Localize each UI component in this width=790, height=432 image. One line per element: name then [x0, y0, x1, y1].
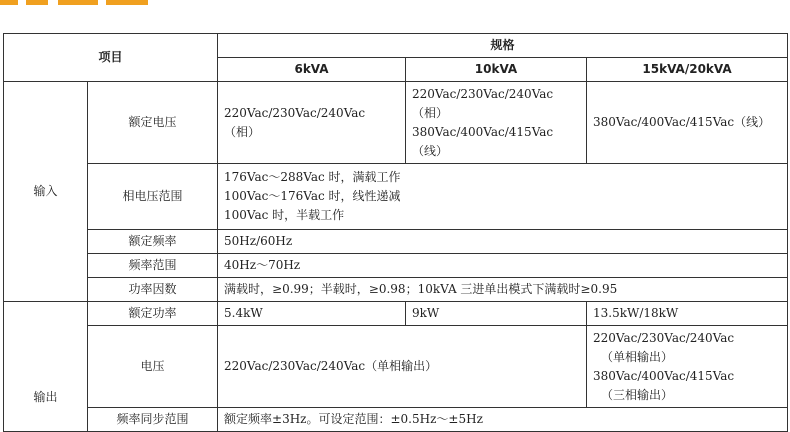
frequency-range-value: 40Hz～70Hz — [218, 254, 788, 278]
header-item: 项目 — [4, 34, 218, 82]
power-factor-label: 功率因数 — [88, 278, 218, 302]
freq-sync-range-value: 额定频率±3Hz。可设定范围：±0.5Hz～±5Hz — [218, 408, 788, 432]
header-6kva: 6kVA — [218, 58, 406, 82]
header-10kva: 10kVA — [406, 58, 587, 82]
input-category: 输入 — [4, 82, 88, 302]
phase-voltage-range-label: 相电压范围 — [88, 164, 218, 230]
spec-table — [3, 33, 788, 432]
header-spec: 规格 — [218, 34, 788, 58]
power-factor-value: 满载时，≥0.99；半载时，≥0.98；10kVA 三进单出模式下满载时≥0.95 — [218, 278, 788, 302]
rated-voltage-6kva: 220Vac/230Vac/240Vac （相） — [218, 82, 406, 164]
rated-frequency-value: 50Hz/60Hz — [218, 230, 788, 254]
rated-voltage-10kva: 220Vac/230Vac/240Vac （相） 380Vac/400Vac/415Vac （线） — [406, 82, 587, 164]
frequency-range-label: 频率范围 — [88, 254, 218, 278]
rated-power-label: 额定功率 — [88, 302, 218, 326]
freq-sync-range-label: 频率同步范围 — [88, 408, 218, 432]
rated-power-6kva: 5.4kW — [218, 302, 406, 326]
rated-power-15-20kva: 13.5kW/18kW — [587, 302, 788, 326]
rated-frequency-label: 额定频率 — [88, 230, 218, 254]
header-15-20kva: 15kVA/20kVA — [587, 58, 788, 82]
header-accent-bar — [0, 0, 170, 6]
rated-power-10kva: 9kW — [406, 302, 587, 326]
rated-voltage-label: 额定电压 — [88, 82, 218, 164]
rated-voltage-15-20kva: 380Vac/400Vac/415Vac（线） — [587, 82, 788, 164]
output-category: 输出 — [4, 302, 88, 432]
output-voltage-15-20kva: 220Vac/230Vac/240Vac （单相输出） 380Vac/400Vac/415Vac （三相输出） — [587, 326, 788, 408]
phase-voltage-range-value: 176Vac～288Vac 时，满载工作 100Vac～176Vac 时，线性递减 100Vac 时，半载工作 — [218, 164, 788, 230]
output-voltage-6-10kva: 220Vac/230Vac/240Vac（单相输出） — [218, 326, 587, 408]
output-voltage-label: 电压 — [88, 326, 218, 408]
